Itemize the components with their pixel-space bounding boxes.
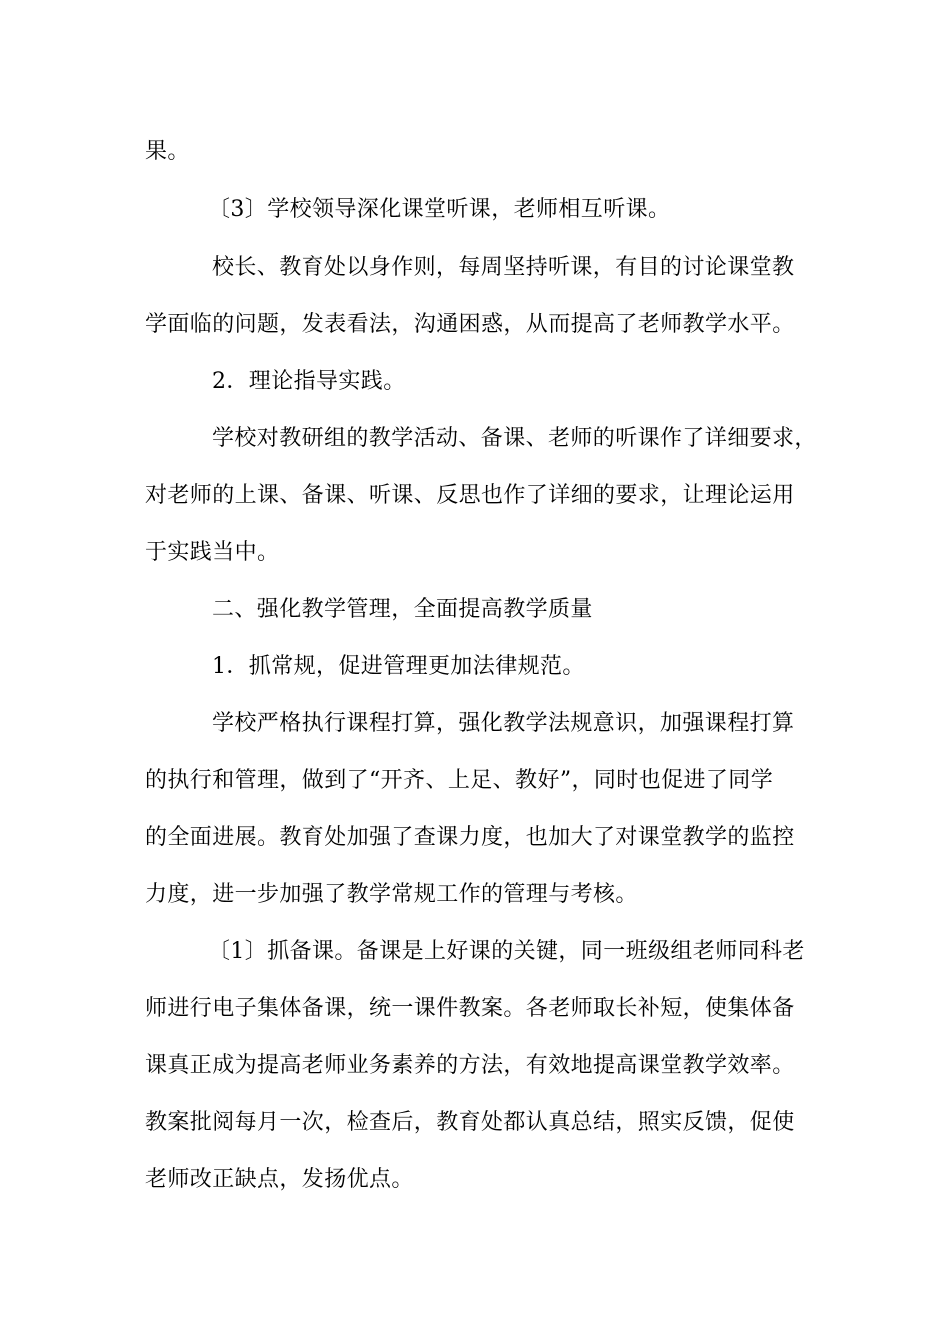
- paragraph-line: 的执行和管理，做到了“开齐、上足、教好”，同时也促进了同学: [145, 768, 774, 793]
- paragraph-line: 力度，进一步加强了教学常规工作的管理与考核。: [145, 882, 638, 907]
- section-heading: 2．理论指导实践。: [212, 369, 406, 394]
- paragraph-line: 于实践当中。: [145, 540, 280, 565]
- paragraph-line: 老师改正缺点，发扬优点。: [145, 1167, 414, 1192]
- paragraph-line: 学面临的问题，发表看法，沟通困惑，从而提高了老师教学水平。: [145, 312, 795, 337]
- paragraph-line: 教案批阅每月一次，检查后，教育处都认真总结，照实反馈，促使: [145, 1110, 795, 1135]
- paragraph-line: 的全面进展。教育处加强了查课力度，也加大了对课堂教学的监控: [145, 825, 795, 850]
- section-heading: 〔3〕学校领导深化课堂听课，老师相互听课。: [208, 197, 671, 222]
- paragraph-line: 师进行电子集体备课，统一课件教案。各老师取长补短，使集体备: [145, 996, 795, 1021]
- paragraph-line: 课真正成为提高老师业务素养的方法，有效地提高课堂教学效率。: [145, 1053, 795, 1078]
- paragraph-line: 果。: [145, 139, 190, 164]
- section-heading: 二、强化教学管理，全面提高教学质量: [212, 597, 593, 622]
- paragraph-line: 〔1〕抓备课。备课是上好课的关键，同一班级组老师同科老: [208, 939, 805, 964]
- paragraph-line: 学校对教研组的教学活动、备课、老师的听课作了详细要求，: [212, 426, 817, 451]
- paragraph-line: 校长、教育处以身作则，每周坚持听课，有目的讨论课堂教: [212, 255, 795, 280]
- paragraph-line: 学校严格执行课程打算，强化教学法规意识，加强课程打算: [212, 711, 795, 736]
- paragraph-line: 对老师的上课、备课、听课、反思也作了详细的要求，让理论运用: [145, 483, 795, 508]
- section-heading: 1．抓常规，促进管理更加法律规范。: [212, 654, 585, 679]
